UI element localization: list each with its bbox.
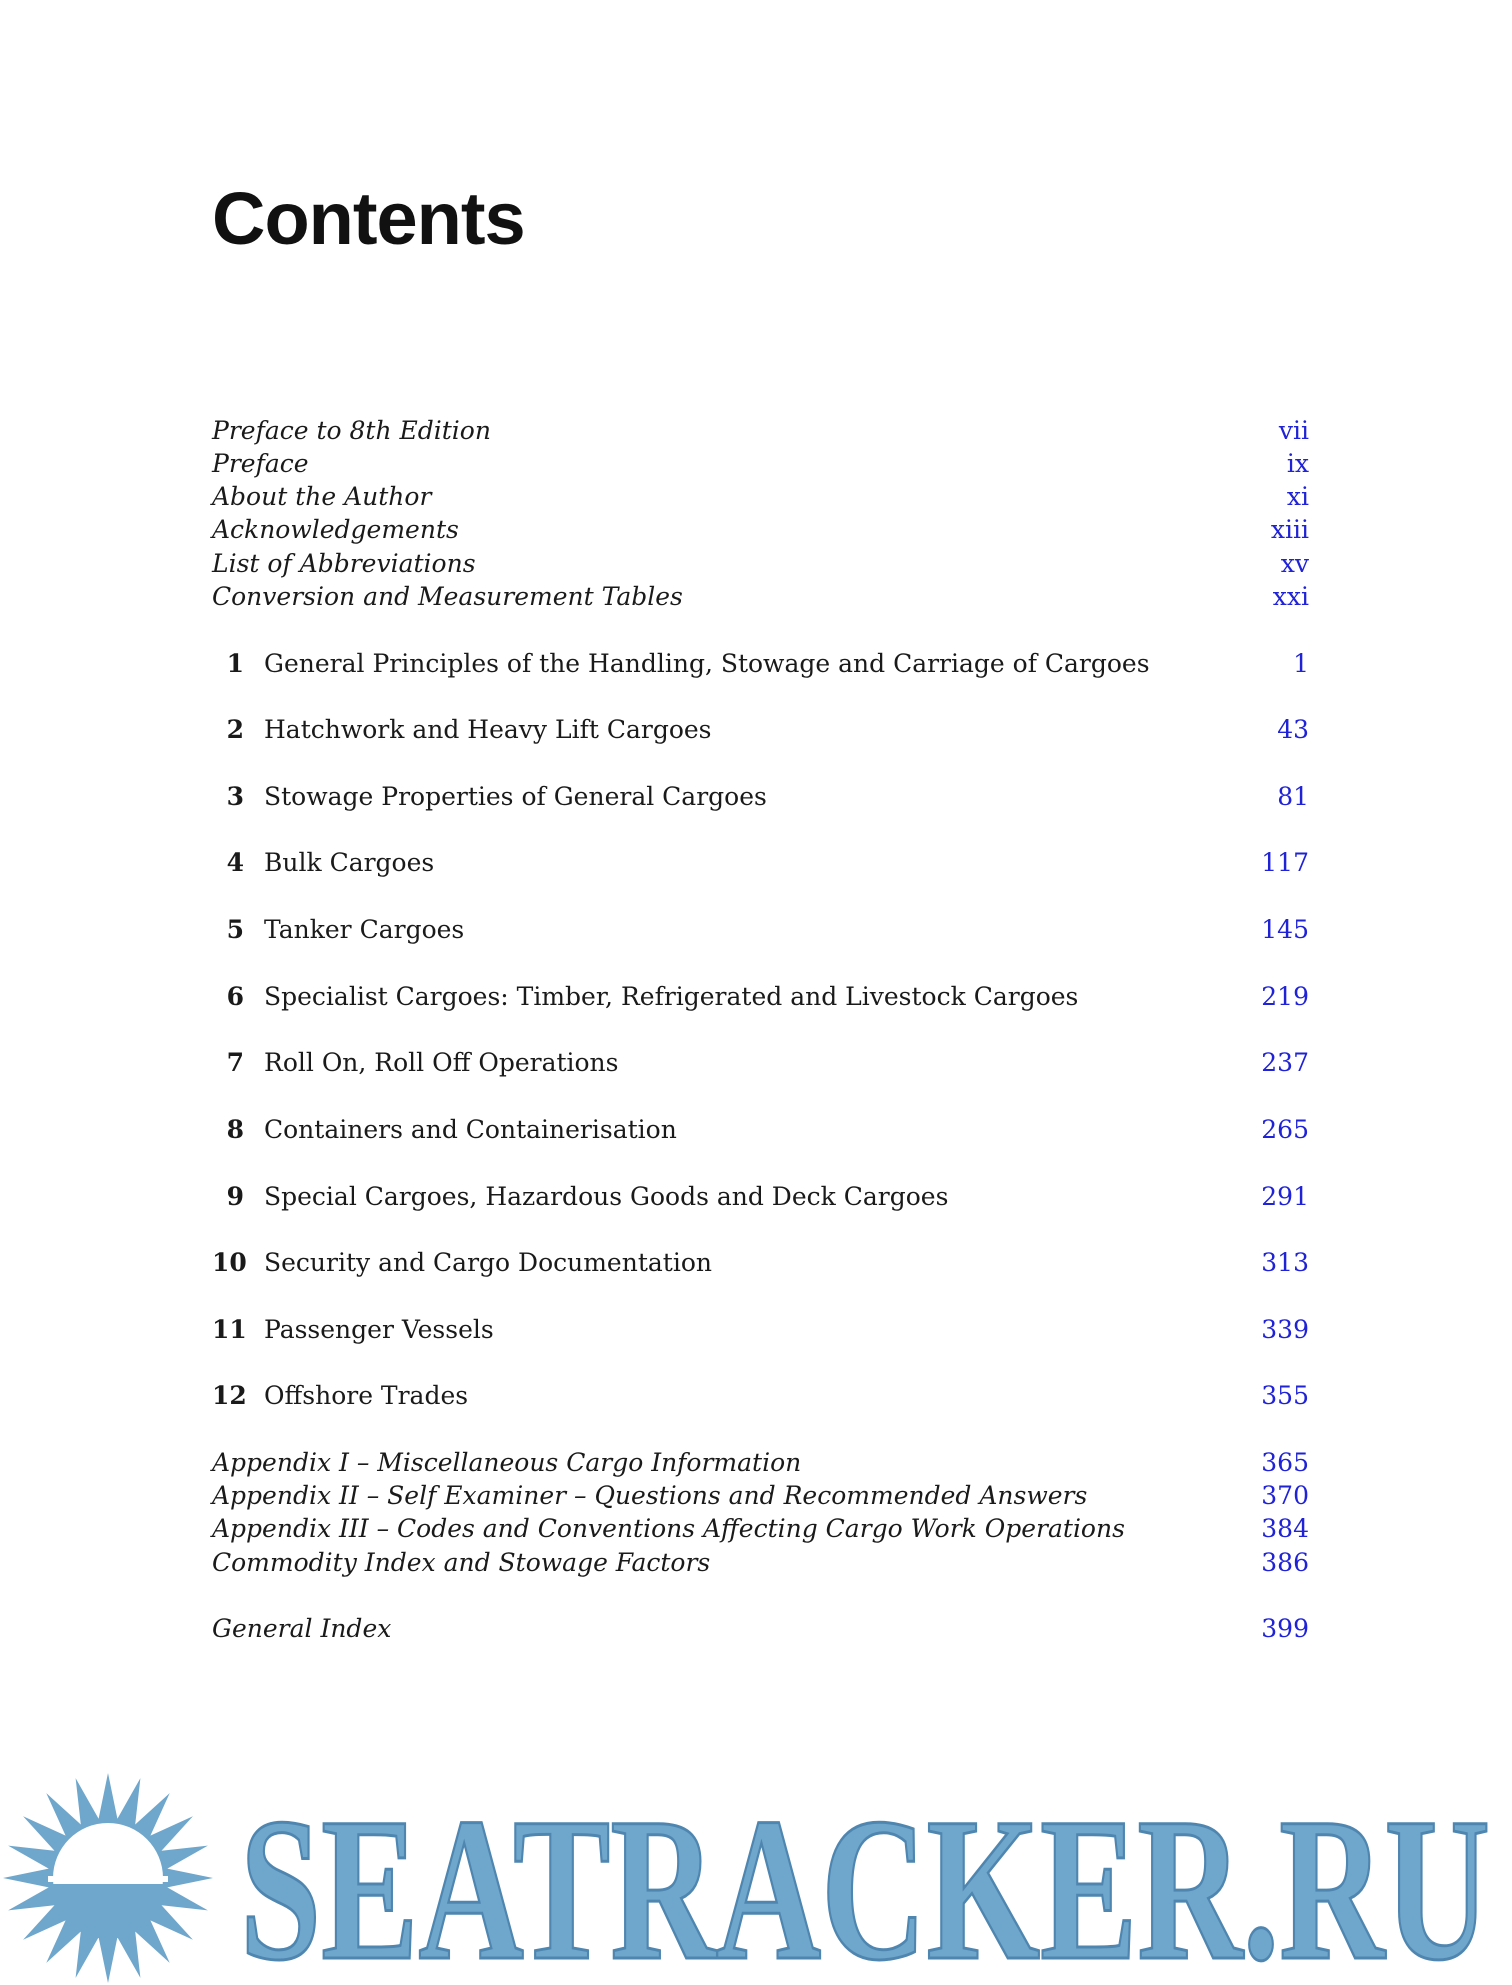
chapter-title: Tanker Cargoes [264, 915, 465, 944]
toc-entry-acknowledgements[interactable] [212, 513, 1309, 546]
toc-page-link[interactable]: xi [1286, 482, 1309, 511]
chapter-number: 1 [226, 649, 244, 678]
toc-chapter-5[interactable] [212, 913, 1309, 946]
chapter-number: 5 [226, 915, 244, 944]
toc-page-link[interactable]: 386 [1261, 1548, 1309, 1577]
chapter-number: 11 [212, 1315, 247, 1344]
toc-page-link[interactable]: xiii [1270, 515, 1309, 544]
toc-page-link[interactable]: 355 [1261, 1381, 1309, 1410]
toc-chapter-1[interactable] [212, 647, 1309, 680]
chapter-title: Special Cargoes, Hazardous Goods and Deck Cargoes [264, 1182, 949, 1211]
toc-page-link[interactable]: vii [1278, 416, 1309, 445]
chapter-title: Containers and Containerisation [264, 1115, 677, 1144]
toc-commodity-index[interactable] [212, 1546, 1309, 1579]
chapter-number: 2 [226, 715, 244, 744]
toc-page-link[interactable]: 265 [1261, 1115, 1309, 1144]
chapter-number: 10 [212, 1248, 247, 1277]
chapter-title: Roll On, Roll Off Operations [264, 1048, 619, 1077]
toc-chapter-2[interactable] [212, 713, 1309, 746]
watermark [0, 1760, 1512, 1985]
toc-appendix-3[interactable] [212, 1512, 1309, 1545]
toc-entry-title: General Index [212, 1614, 392, 1643]
chapter-title: Bulk Cargoes [264, 848, 435, 877]
toc-page-link[interactable]: 384 [1261, 1514, 1309, 1543]
page-title: Contents [212, 177, 525, 260]
chapter-title: Hatchwork and Heavy Lift Cargoes [264, 715, 712, 744]
toc-chapter-3[interactable] [212, 780, 1309, 813]
toc-entry-title: Appendix III – Codes and Conventions Affecting Cargo Work Operations [212, 1514, 1125, 1543]
toc-entry-title: About the Author [212, 482, 432, 511]
chapter-number: 3 [226, 782, 244, 811]
chapter-title: Stowage Properties of General Cargoes [264, 782, 767, 811]
toc-chapter-4[interactable] [212, 846, 1309, 879]
chapter-title: Offshore Trades [264, 1381, 469, 1410]
sun-logo-icon [3, 1773, 213, 1983]
toc-entry-title: Preface to 8th Edition [212, 416, 491, 445]
toc-page-link[interactable]: 365 [1261, 1448, 1309, 1477]
toc-entry-title: Conversion and Measurement Tables [212, 582, 683, 611]
toc-page-link[interactable]: 1 [1293, 649, 1309, 678]
toc-page-link[interactable]: 399 [1261, 1614, 1309, 1643]
toc-page-link[interactable]: 339 [1261, 1315, 1309, 1344]
toc-entry-preface[interactable] [212, 447, 1309, 480]
toc-chapter-10[interactable] [212, 1246, 1309, 1279]
toc-chapter-11[interactable] [212, 1313, 1309, 1346]
toc-page-link[interactable]: 81 [1277, 782, 1309, 811]
toc-appendix-1[interactable] [212, 1446, 1309, 1479]
chapter-number: 7 [226, 1048, 244, 1077]
toc-entry-title: List of Abbreviations [212, 549, 476, 578]
toc-entry-abbreviations[interactable] [212, 547, 1309, 580]
watermark-text: SEATRACKER.RU [240, 1776, 1490, 1985]
chapter-title: Passenger Vessels [264, 1315, 494, 1344]
toc-page-link[interactable]: 43 [1277, 715, 1309, 744]
toc-entry-preface-8th[interactable] [212, 414, 1309, 447]
chapter-number: 9 [226, 1182, 244, 1211]
toc-general-index[interactable] [212, 1612, 1309, 1645]
toc-page-link[interactable]: 219 [1261, 982, 1309, 1011]
toc-entry-conversion-tables[interactable] [212, 580, 1309, 613]
toc-chapter-12[interactable] [212, 1379, 1309, 1412]
toc-page-link[interactable]: 291 [1261, 1182, 1309, 1211]
toc-entry-title: Commodity Index and Stowage Factors [212, 1548, 711, 1577]
chapter-number: 12 [212, 1381, 247, 1410]
toc-chapter-9[interactable] [212, 1180, 1309, 1213]
toc-page-link[interactable]: ix [1286, 449, 1309, 478]
toc-entry-title: Acknowledgements [212, 515, 459, 544]
toc-page-link[interactable]: 237 [1261, 1048, 1309, 1077]
toc-appendix-2[interactable] [212, 1479, 1309, 1512]
chapter-number: 8 [226, 1115, 244, 1144]
chapter-number: 6 [226, 982, 244, 1011]
toc-entry-about-author[interactable] [212, 480, 1309, 513]
toc-entry-title: Appendix II – Self Examiner – Questions and Recommended Answers [212, 1481, 1088, 1510]
toc-entry-title: Preface [212, 449, 309, 478]
toc-chapter-8[interactable] [212, 1113, 1309, 1146]
toc-page-link[interactable]: 313 [1261, 1248, 1309, 1277]
toc-chapter-7[interactable] [212, 1046, 1309, 1079]
toc-page-link[interactable]: xv [1280, 549, 1309, 578]
chapter-title: Specialist Cargoes: Timber, Refrigerated and Livestock Cargoes [264, 982, 1079, 1011]
toc-page-link[interactable]: 145 [1261, 915, 1309, 944]
toc-page-link[interactable]: xxi [1272, 582, 1309, 611]
chapter-title: Security and Cargo Documentation [264, 1248, 712, 1277]
toc-page-link[interactable]: 370 [1261, 1481, 1309, 1510]
toc-page-link[interactable]: 117 [1261, 848, 1309, 877]
chapter-number: 4 [226, 848, 244, 877]
toc-entry-title: Appendix I – Miscellaneous Cargo Information [212, 1448, 802, 1477]
chapter-title: General Principles of the Handling, Stowage and Carriage of Cargoes [264, 649, 1150, 678]
toc-chapter-6[interactable] [212, 980, 1309, 1013]
